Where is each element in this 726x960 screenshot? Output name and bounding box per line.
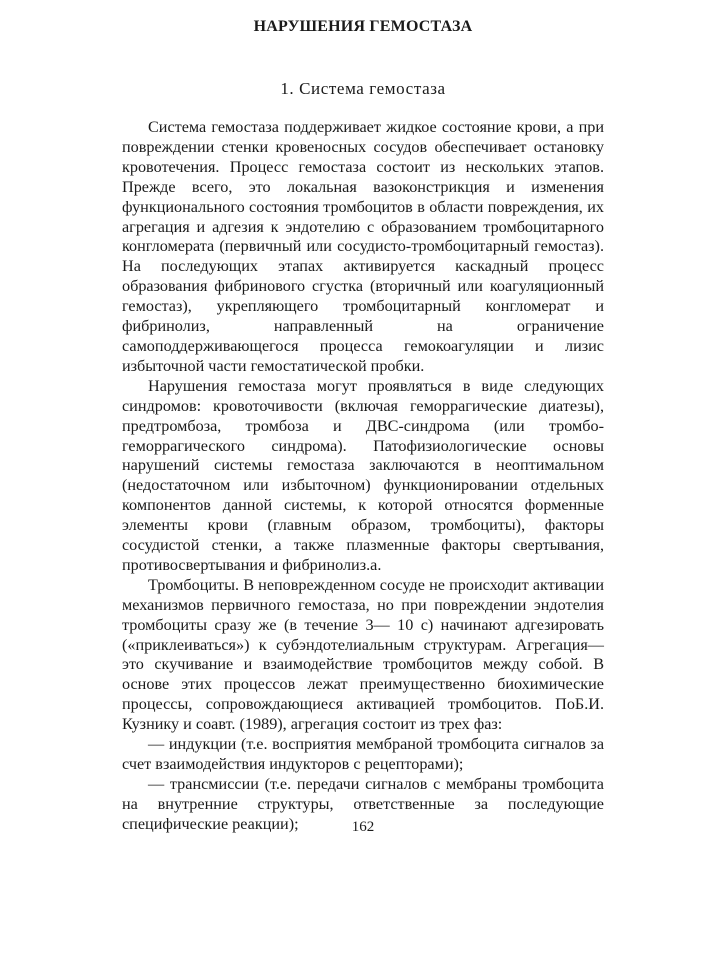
paragraph-platelets: Тромбоциты. В неповрежденном сосуде не происходит активации механизмов первичного гемостаза, но при повреждении эндотелия тромбоциты сразу же (в течение 3— 10 с) начинают адгезировать («приклеиваться») к субэндотелиальным структурам. Агрегация— это скучивание и взаимодействие тромбоцитов между собой. В основе этих процессов лежат преимущественно биохимические процессы, сопровождающиеся активацией тромбоцитов. ПоБ.И. Кузнику и соавт. (1989), агрегация состоит из трех фаз: — [122, 575, 604, 734]
chapter-title: НАРУШЕНИЯ ГЕМОСТАЗА — [253, 18, 473, 35]
paragraph-hemostasis-system: Система гемостаза поддерживает жидкое состояние крови, а при повреждении стенки кровеносных сосудов обеспечивает остановку кровотечения. Процесс гемостаза состоит из нескольких этапов. Прежде всего, это локальная вазоконстрикция и изменения функционального состояния тромбоцитов в области повреждения, их агрегация и адгезия к эндотелию с образованием тромбоцитарного конгломерата (первичный или сосудисто-тромбоцитарный гемостаз). На последующих этапах активируется каскадный процесс образования фибринового сгустка (вторичный или коагуляционный гемостаз), укрепляющего тромбоцитарный конгломерат и фибринолиз, направленный на ограничение самоподдерживающегося процесса гемокоагуляции и лизис избыточной части гемостатической пробки. — [122, 118, 604, 375]
page-number: 162 — [351, 819, 375, 835]
list-item-transmission: — трансмиссии (т.е. передачи сигналов с мембраны тромбоцита на внутренние структуры, ответственные за последующие специфические реакции); — [122, 774, 604, 833]
paragraph-hemostasis-disorders: Нарушения гемостаза могут проявляться в виде следующих синдромов: кровоточивости (включая геморрагические диатезы), предтромбоза, тромбоза и ДВС-синдрома (или тромбогеморрагического синдрома). Патофизиологические основы нарушений системы гемостаза заключаются в неоптимальном (недостаточном или избыточном) функционировании отдельных компонентов данной системы, к которой относятся форменные элементы крови (главным образом, тромбоциты), факторы сосудистой стенки, а также плазменные факторы свертывания, противосвертывания и фибринолиз.а. — [122, 376, 604, 574]
list-item-induction: — индукции (т.е. восприятия мембраной тромбоцита сигналов за счет взаимодействия индукторов с рецепторами); — [122, 735, 604, 773]
section-title: 1. Система гемостаза — [280, 79, 446, 98]
body-text — [122, 118, 604, 835]
